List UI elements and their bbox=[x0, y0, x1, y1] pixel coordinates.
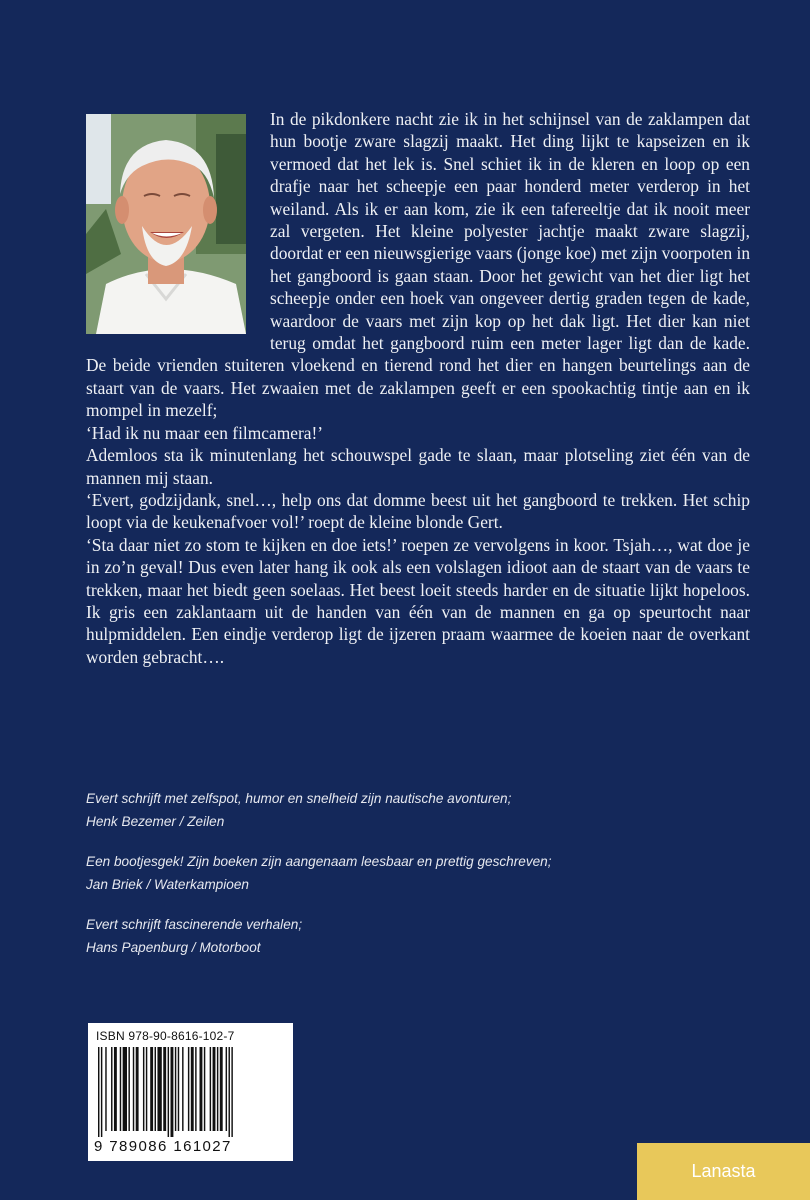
barcode-bar bbox=[155, 1047, 156, 1131]
review-quote bbox=[86, 787, 746, 833]
isbn-label: ISBN 978-90-8616-102-7 bbox=[96, 1029, 235, 1043]
review-text: Evert schrijft fascinerende verhalen; bbox=[86, 917, 303, 932]
review-text: Evert schrijft met zelfspot, humor en snelheid zijn nautische avonturen; bbox=[86, 791, 512, 806]
barcode-bar bbox=[114, 1047, 117, 1131]
excerpt-paragraph: ‘Had ik nu maar een filmcamera!’ bbox=[86, 422, 324, 443]
barcode-bar bbox=[111, 1047, 112, 1131]
review-source: Hans Papenburg / Motorboot bbox=[86, 940, 261, 955]
barcode-bar bbox=[136, 1047, 139, 1131]
barcode-bar bbox=[171, 1047, 174, 1137]
barcode-bar bbox=[120, 1047, 121, 1131]
excerpt-paragraph: Ademloos sta ik minutenlang het schouwspel gade te slaan, maar plotseling ziet één van de mannen mij staan. bbox=[86, 445, 750, 488]
barcode-digits: 9 789086 161027 bbox=[94, 1138, 232, 1155]
barcode-bar bbox=[210, 1047, 211, 1131]
barcode-bar bbox=[98, 1047, 99, 1137]
excerpt-paragraph: ‘Sta daar niet zo stom te kijken en doe iets!’ roepen ze vervolgens in koor. Tsjah…, wat doe je in zo’n geval! Dus even later hang ik ook als een volslagen idioot aan de staart van de vaars te trekken, maar het biedt geen soelaas. Het beest loeit steeds harder en de situatie lijkt hopeloos. Ik gris een zaklantaarn uit de handen van één van de mannen en ga op speurtocht naar hulpmiddelen. Een eindje verderop ligt de ijzeren praam waarmee de koeien naar de overkant worden gebracht…. bbox=[86, 534, 750, 667]
excerpt-paragraph: In de pikdonkere nacht zie ik in het schijnsel van de zaklampen dat hun bootje zware slagzij maakt. Het ding lijkt te kapseizen en ik vermoed dat het lek is. Snel schiet ik in de kleren en loop op een drafje naar het scheepje een paar honderd meter verderop in het weiland. Als ik er aan kom, zie ik een tafereeltje dat ik nooit meer zal vergeten. Het kleine polyester jachtje maakt zware slagzij, doordat er een nieuwsgierige vaars (jonge koe) met zijn voorpoten in het gangboord is gaan staan. Door het gewicht van het dier ligt het scheepje onder een hoek van ongeveer dertig graden tegen de kade, waardoor de vaars met zijn kop op het dak ligt. Het dier kan niet terug omdat het gangboord ruim een meter lager ligt dan de kade. De beide vrienden stuiteren vloekend en tierend rond het dier en hangen beurtelings aan de staart van de vaars. Het zwaaien met de zaklampen geeft er een spookachtig tintje aan en ik mompel in mezelf; bbox=[86, 109, 751, 421]
back-cover-excerpt bbox=[86, 108, 750, 668]
barcode-bar bbox=[157, 1047, 161, 1131]
barcode-bar bbox=[213, 1047, 216, 1131]
photo-spacer bbox=[86, 108, 270, 346]
review-quote bbox=[86, 850, 746, 896]
barcode-bar bbox=[133, 1047, 134, 1131]
barcode-bar bbox=[231, 1047, 232, 1137]
review-quote bbox=[86, 913, 746, 959]
review-source: Jan Briek / Waterkampioen bbox=[86, 877, 249, 892]
barcode-bar bbox=[195, 1047, 196, 1131]
barcode-bar bbox=[175, 1047, 176, 1131]
barcode-bar bbox=[229, 1047, 230, 1137]
barcode-bar bbox=[204, 1047, 205, 1131]
isbn-barcode bbox=[88, 1023, 293, 1161]
barcode-bar bbox=[101, 1047, 102, 1137]
barcode-bar bbox=[191, 1047, 194, 1131]
barcode-bar bbox=[146, 1047, 147, 1131]
publisher-logo bbox=[637, 1143, 810, 1200]
barcode-bar bbox=[226, 1047, 227, 1131]
review-source: Henk Bezemer / Zeilen bbox=[86, 814, 225, 829]
publisher-name: Lanasta bbox=[691, 1161, 756, 1181]
review-quotes bbox=[86, 787, 746, 976]
barcode-bar bbox=[168, 1047, 169, 1137]
barcode-bar bbox=[188, 1047, 189, 1131]
excerpt-paragraph: ‘Evert, godzijdank, snel…, help ons dat domme beest uit het gangboord te trekken. Het schip loopt via de keukenafvoer vol!’ roept de kleine blonde Gert. bbox=[86, 489, 750, 533]
review-text: Een bootjesgek! Zijn boeken zijn aangenaam leesbaar en prettig geschreven; bbox=[86, 854, 552, 869]
barcode-bar bbox=[143, 1047, 144, 1131]
barcode-bar bbox=[128, 1047, 129, 1131]
barcode-bar bbox=[105, 1047, 106, 1131]
barcode-bar bbox=[182, 1047, 183, 1131]
barcode-bars bbox=[96, 1047, 286, 1137]
barcode-bar bbox=[217, 1047, 218, 1131]
barcode-bar bbox=[220, 1047, 223, 1131]
barcode-bar bbox=[123, 1047, 127, 1131]
barcode-bar bbox=[150, 1047, 153, 1131]
barcode-bar bbox=[163, 1047, 166, 1131]
barcode-bar bbox=[200, 1047, 203, 1131]
barcode-bar bbox=[178, 1047, 179, 1131]
